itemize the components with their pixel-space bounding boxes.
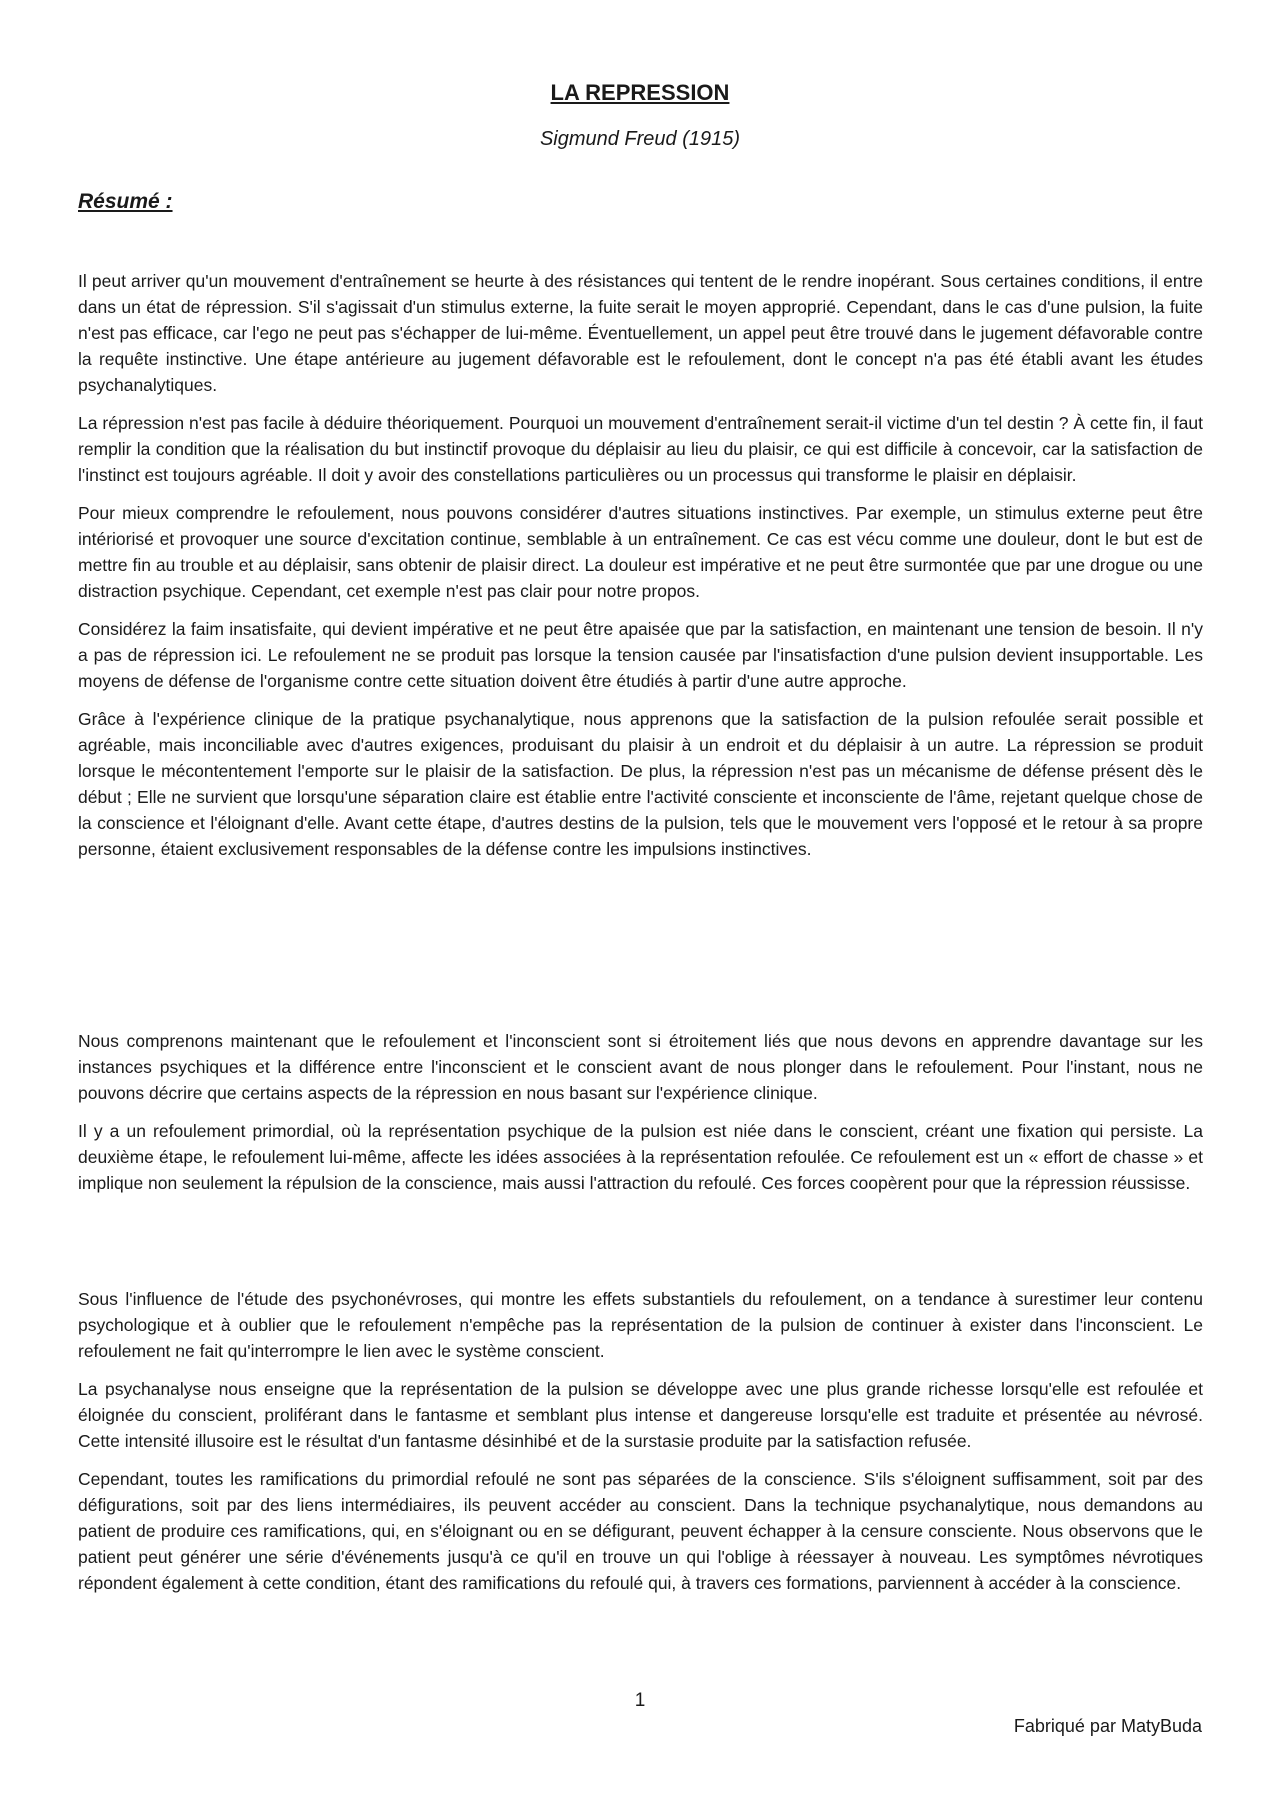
paragraph: Considérez la faim insatisfaite, qui devient impérative et ne peut être apaisée que par la satisfaction, en maintenant une tension de besoin. Il n'y a pas de répression ici. Le refoulement ne se produit pas lorsque la tension causée par l'insatisfaction d'une pulsion devient insupportable. Les moyens de défense de l'organisme contre cette situation doivent être étudiés à partir d'une autre approche. [78, 619, 1203, 691]
paragraph: La psychanalyse nous enseigne que la représentation de la pulsion se développe avec une plus grande richesse lorsqu'elle est refoulée et éloignée du conscient, proliférant dans le fantasme et semblant plus intense et dangereuse lorsqu'elle est traduite et présentée au névrosé. Cette intensité illusoire est le résultat d'un fantasme désinhibé et de la surstasie produite par la satisfaction refusée. [78, 1379, 1203, 1451]
paragraph: Sous l'influence de l'étude des psychonévroses, qui montre les effets substantiels du refoulement, on a tendance à surestimer leur contenu psychologique et à oublier que le refoulement n'empêche pas la représentation de la pulsion de continuer à exister dans l'inconscient. Le refoulement ne fait qu'interrompre le lien avec le système conscient. [78, 1289, 1203, 1361]
document-title: LA REPRESSION [550, 80, 730, 105]
paragraph: Il y a un refoulement primordial, où la représentation psychique de la pulsion est niée dans le conscient, créant une fixation qui persiste. La deuxième étape, le refoulement lui-même, affecte les idées associées à la représentation refoulée. Ce refoulement est un « effort de chasse » et implique non seulement la répulsion de la conscience, mais aussi l'attraction du refoulé. Ces forces coopèrent pour que la répression réussisse. [78, 1121, 1203, 1193]
footer-credit: Fabriqué par MatyBuda [1013, 1716, 1202, 1736]
body-block-3 [78, 1286, 1203, 1596]
body-block-1 [78, 268, 1203, 862]
summary-heading: Résumé : [78, 190, 173, 213]
body-block-2 [78, 1028, 1203, 1196]
document-subtitle: Sigmund Freud (1915) [539, 128, 741, 150]
paragraph: Grâce à l'expérience clinique de la pratique psychanalytique, nous apprenons que la satisfaction de la pulsion refoulée serait possible et agréable, mais inconciliable avec d'autres exigences, produisant du plaisir à un endroit et du déplaisir à un autre. La répression se produit lorsque le mécontentement l'emporte sur le plaisir de la satisfaction. De plus, la répression n'est pas un mécanisme de défense présent dès le début ; Elle ne survient que lorsqu'une séparation claire est établie entre l'activité consciente et inconsciente de l'âme, rejetant quelque chose de la conscience et l'éloignant d'elle. Avant cette étape, d'autres destins de la pulsion, tels que le mouvement vers l'opposé et le retour à sa propre personne, étaient exclusivement responsables de la défense contre les impulsions instinctives. [78, 709, 1203, 859]
page-number: 1 [634, 1690, 646, 1711]
paragraph: Nous comprenons maintenant que le refoulement et l'inconscient sont si étroitement liés que nous devons en apprendre davantage sur les instances psychiques et la différence entre l'inconscient et le conscient avant de nous plonger dans le refoulement. Pour l'instant, nous ne pouvons décrire que certains aspects de la répression en nous basant sur l'expérience clinique. [78, 1031, 1203, 1103]
paragraph: Il peut arriver qu'un mouvement d'entraînement se heurte à des résistances qui tentent de le rendre inopérant. Sous certaines conditions, il entre dans un état de répression. S'il s'agissait d'un stimulus externe, la fuite serait le moyen approprié. Cependant, dans le cas d'une pulsion, la fuite n'est pas efficace, car l'ego ne peut pas s'échapper de lui-même. Éventuellement, un appel peut être trouvé dans le jugement défavorable contre la requête instinctive. Une étape antérieure au jugement défavorable est le refoulement, dont le concept n'a pas été établi avant les études psychanalytiques. [78, 271, 1203, 395]
paragraph: Cependant, toutes les ramifications du primordial refoulé ne sont pas séparées de la conscience. S'ils s'éloignent suffisamment, soit par des défigurations, soit par des liens intermédiaires, ils peuvent accéder au conscient. Dans la technique psychanalytique, nous demandons au patient de produire ces ramifications, qui, en s'éloignant ou en se défigurant, peuvent échapper à la censure consciente. Nous observons que le patient peut générer une série d'événements jusqu'à ce qu'il en trouve un qui l'oblige à réessayer à nouveau. Les symptômes névrotiques répondent également à cette condition, étant des ramifications du refoulé qui, à travers ces formations, parviennent à accéder à la conscience. [78, 1469, 1203, 1593]
paragraph: La répression n'est pas facile à déduire théoriquement. Pourquoi un mouvement d'entraînement serait-il victime d'un tel destin ? À cette fin, il faut remplir la condition que la réalisation du but instinctif provoque du déplaisir au lieu du plaisir, ce qui est difficile à concevoir, car la satisfaction de l'instinct est toujours agréable. Il doit y avoir des constellations particulières ou un processus qui transforme le plaisir en déplaisir. [78, 413, 1203, 485]
paragraph: Pour mieux comprendre le refoulement, nous pouvons considérer d'autres situations instinctives. Par exemple, un stimulus externe peut être intériorisé et provoquer une source d'excitation continue, semblable à un entraînement. Ce cas est vécu comme une douleur, dont le but est de mettre fin au trouble et au déplaisir, sans obtenir de plaisir direct. La douleur est impérative et ne peut être surmontée que par une drogue ou une distraction psychique. Cependant, cet exemple n'est pas clair pour notre propos. [78, 503, 1203, 601]
